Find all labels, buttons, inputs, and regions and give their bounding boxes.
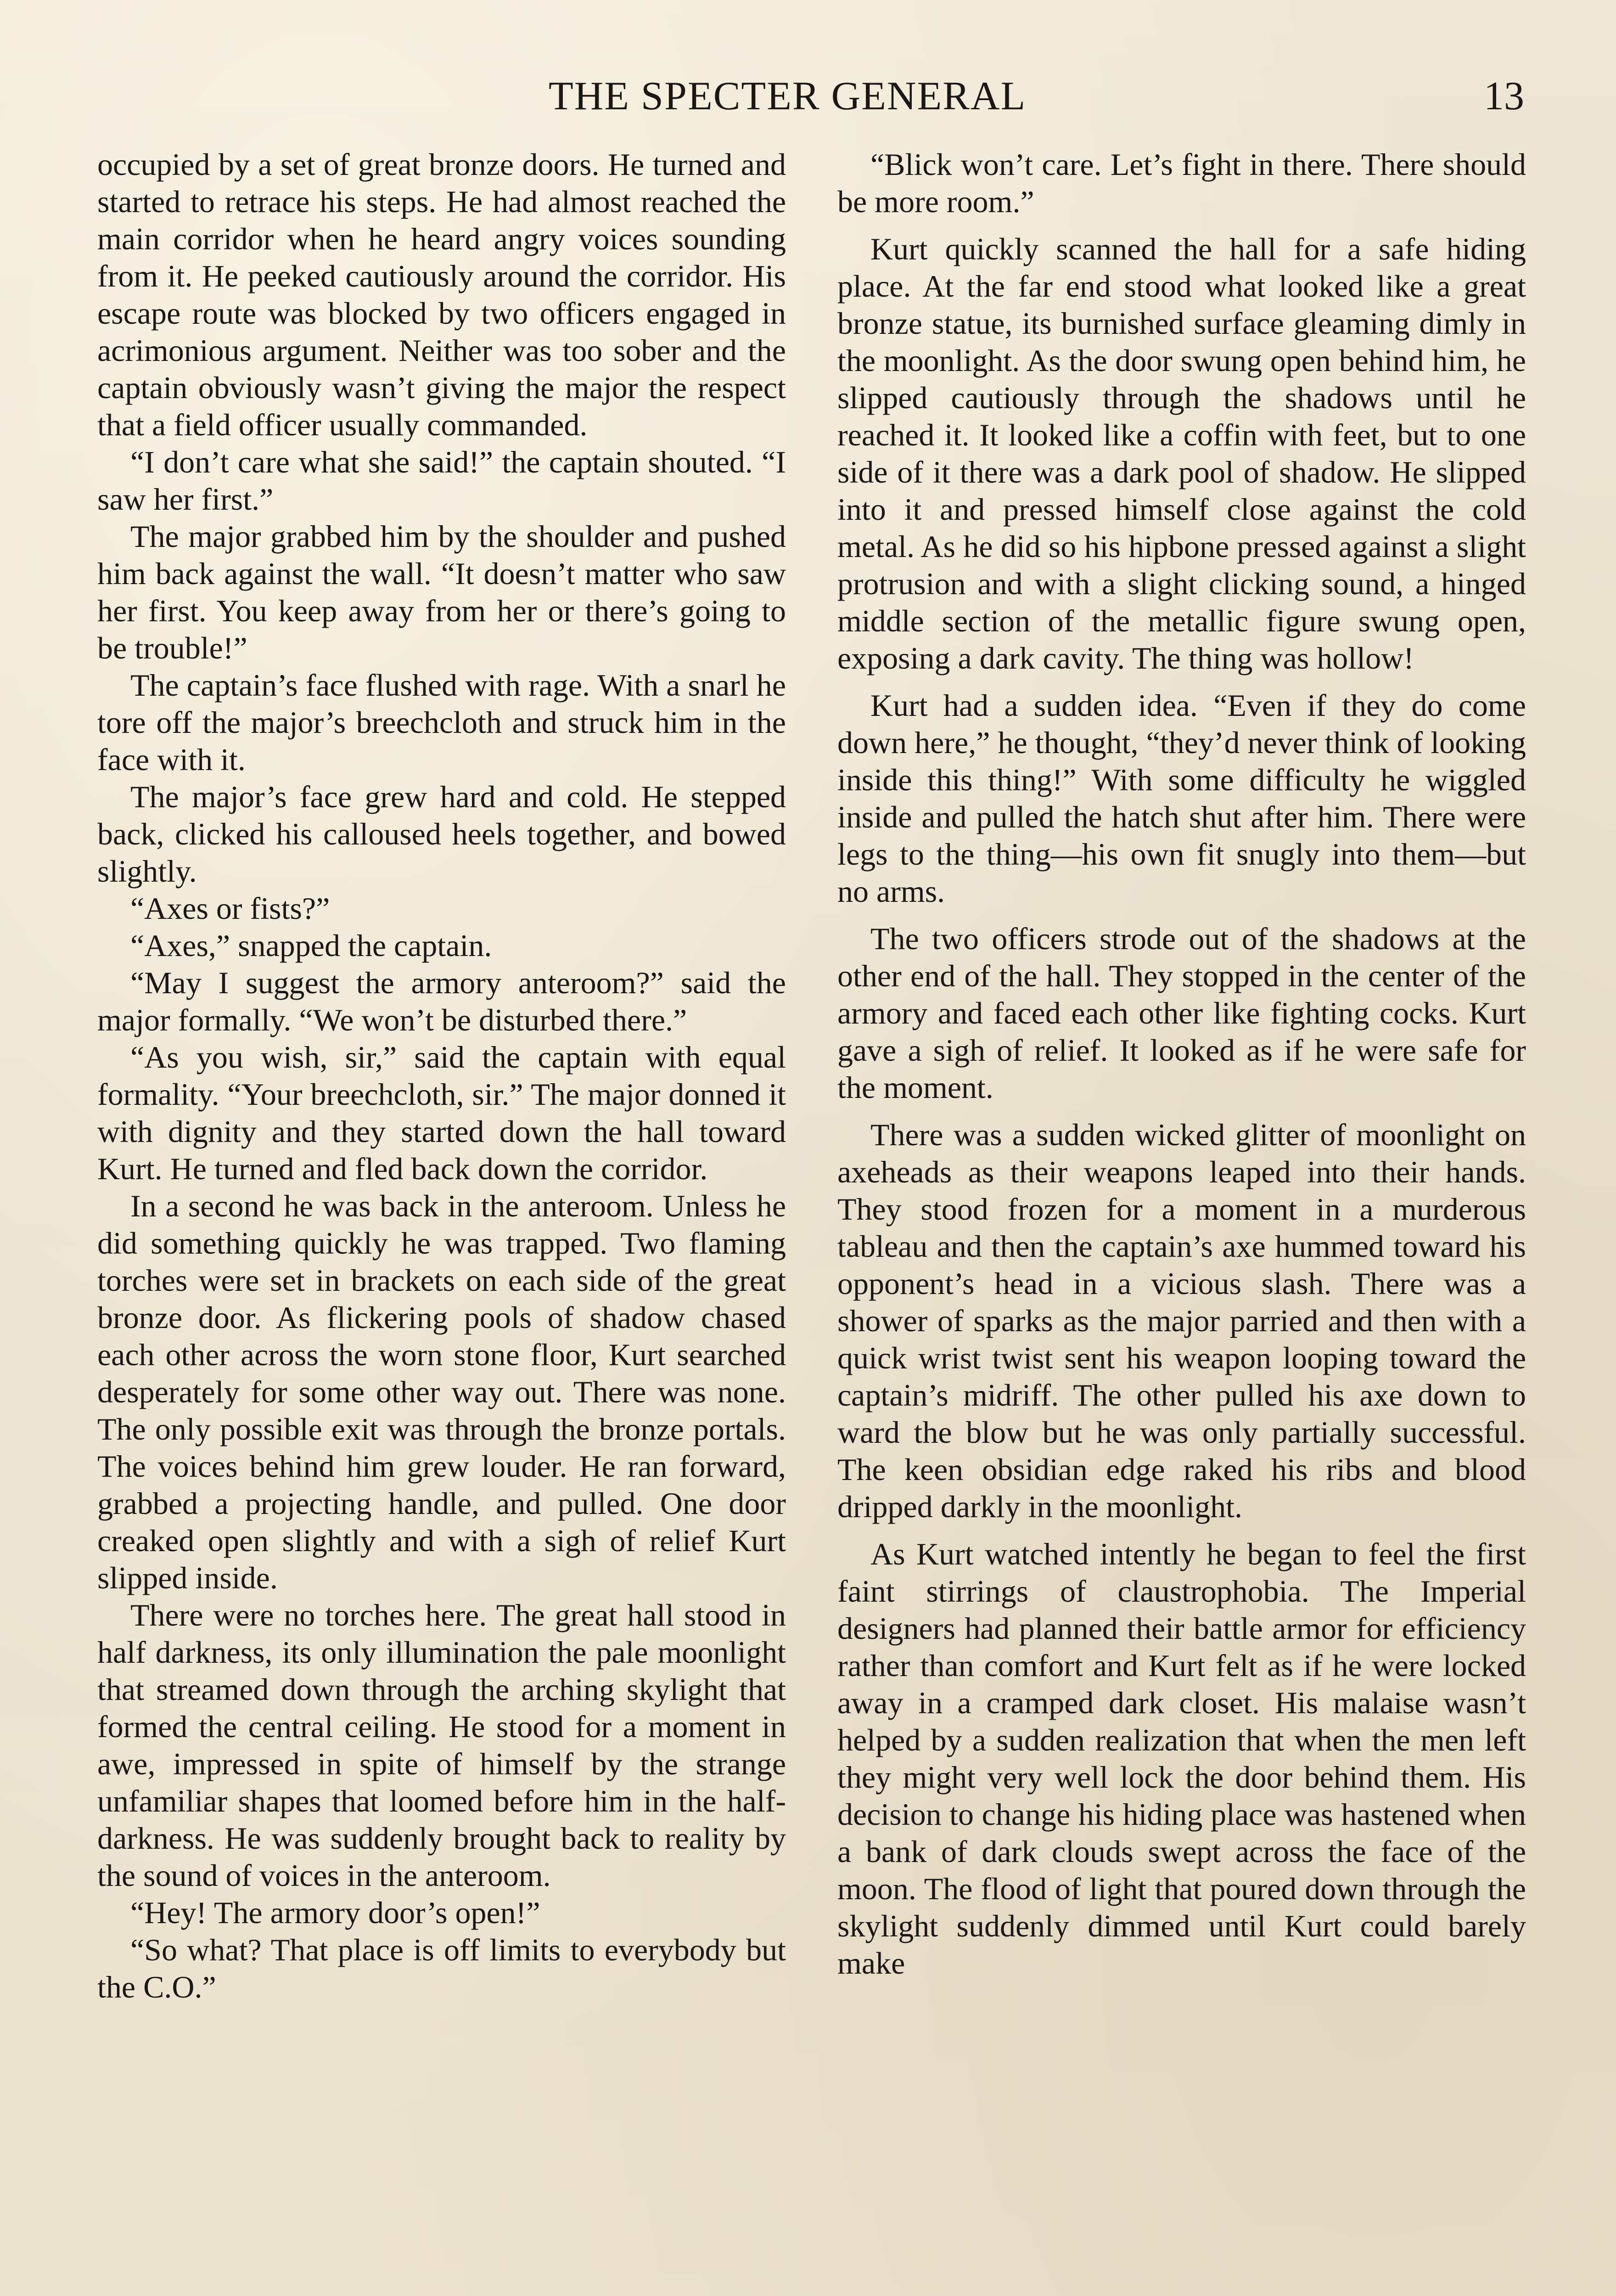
paragraph: As Kurt watched intently he began to feel the first faint stirrings of claustrophobia. The Imperial designers had planned their battle armor for efficiency rather than comfort and Kurt felt as if he were locked away in a cramped dark closet. His malaise wasn’t helped by a sudden realization that when the men left they might very well lock the door behind them. His decision to change his hiding place was hastened when a bank of dark clouds swept across the face of the moon. The flood of light that poured down through the skylight suddenly dimmed until Kurt could barely make — [837, 1536, 1526, 1981]
paragraph: occupied by a set of great bronze doors. He turned and started to retrace his steps. He had almost reached the main corridor when he heard angry voices sounding from it. He peeked cautiously around the corridor. His escape route was blocked by two officers engaged in acrimonious argument. Neither was too sober and the captain obviously wasn’t giving the major the respect that a field officer usually commanded. — [97, 147, 786, 442]
paragraph: “Hey! The armory door’s open!” — [130, 1895, 540, 1930]
paragraph: There was a sudden wicked glitter of moonlight on axeheads as their weapons leaped into their hands. They stood frozen for a moment in a murderous tableau and then the captain’s axe hummed toward his opponent’s head in a vicious slash. There was a shower of sparks as the major parried and then with a quick wrist twist sent his weapon looping toward the captain’s midriff. The other pulled his axe down to ward the blow but he was only partially successful. The keen obsidian edge raked his ribs and blood dripped darkly in the moonlight. — [837, 1117, 1526, 1524]
text-column-left — [97, 146, 786, 2006]
paragraph: “May I suggest the armory anteroom?” said the major formally. “We won’t be disturbed there.” — [97, 965, 786, 1037]
paragraph: “Axes,” snapped the captain. — [130, 928, 492, 963]
running-title: THE SPECTER GENERAL — [549, 74, 1027, 118]
page-number: 13 — [1484, 74, 1524, 118]
paragraph: “Axes or fists?” — [130, 891, 330, 926]
paragraph: Kurt quickly scanned the hall for a safe hiding place. At the far end stood what looked like a great bronze statue, its burnished surface gleaming dimly in the moonlight. As the door swung open behind him, he slipped cautiously through the shadows until he reached it. It looked like a coffin with feet, but to one side of it there was a dark pool of shadow. He slipped into it and pressed himself close against the cold metal. As he did so his hipbone pressed against a slight protrusion and with a slight clicking sound, a hinged middle section of the metallic figure swung open, exposing a dark cavity. The thing was hollow! — [837, 231, 1526, 675]
paragraph: “So what? That place is off limits to everybody but the C.O.” — [97, 1932, 786, 2004]
paragraph: “I don’t care what she said!” the captain shouted. “I saw her first.” — [97, 445, 786, 517]
paragraph: There were no torches here. The great hall stood in half darkness, its only illumination the pale moonlight that streamed down through the arching skylight that formed the central ceiling. He stood for a moment in awe, impressed in spite of himself by the strange unfamiliar shapes that loomed before him in the half-darkness. He was suddenly brought back to reality by the sound of voices in the anteroom. — [97, 1598, 786, 1893]
paragraph: Kurt had a sudden idea. “Even if they do come down here,” he thought, “they’d never think of looking inside this thing!” With some difficulty he wiggled inside and pulled the hatch shut after him. There were legs to the thing—his own fit snugly into them—but no arms. — [837, 688, 1526, 909]
running-header — [0, 71, 1616, 122]
paragraph: In a second he was back in the anteroom. Unless he did something quickly he was trapped. Two flaming torches were set in brackets on each side of the great bronze door. As flickering pools of shadow chased each other across the worn stone floor, Kurt searched desperately for some other way out. There was none. The only possible exit was through the bronze portals. The voices behind him grew louder. He ran forward, grabbed a projecting handle, and pulled. One door creaked open slightly and with a sigh of relief Kurt slipped inside. — [97, 1188, 786, 1595]
paragraph: The two officers strode out of the shadows at the other end of the hall. They stopped in the center of the armory and faced each other like fighting cocks. Kurt gave a sigh of relief. It looked as if he were safe for the moment. — [837, 921, 1526, 1105]
paragraph: The captain’s face flushed with rage. With a snarl he tore off the major’s breechcloth and struck him in the face with it. — [97, 668, 786, 777]
paragraph: The major’s face grew hard and cold. He stepped back, clicked his calloused heels together, and bowed slightly. — [97, 779, 786, 889]
paragraph: “As you wish, sir,” said the captain with equal formality. “Your breechcloth, sir.” The major donned it with dignity and they started down the hall toward Kurt. He turned and fled back down the corridor. — [97, 1040, 786, 1186]
text-column-right — [837, 146, 1526, 1982]
paragraph: The major grabbed him by the shoulder and pushed him back against the wall. “It doesn’t matter who saw her first. You keep away from her or there’s going to be trouble!” — [97, 519, 786, 665]
paragraph: “Blick won’t care. Let’s fight in there. There should be more room.” — [837, 147, 1526, 219]
